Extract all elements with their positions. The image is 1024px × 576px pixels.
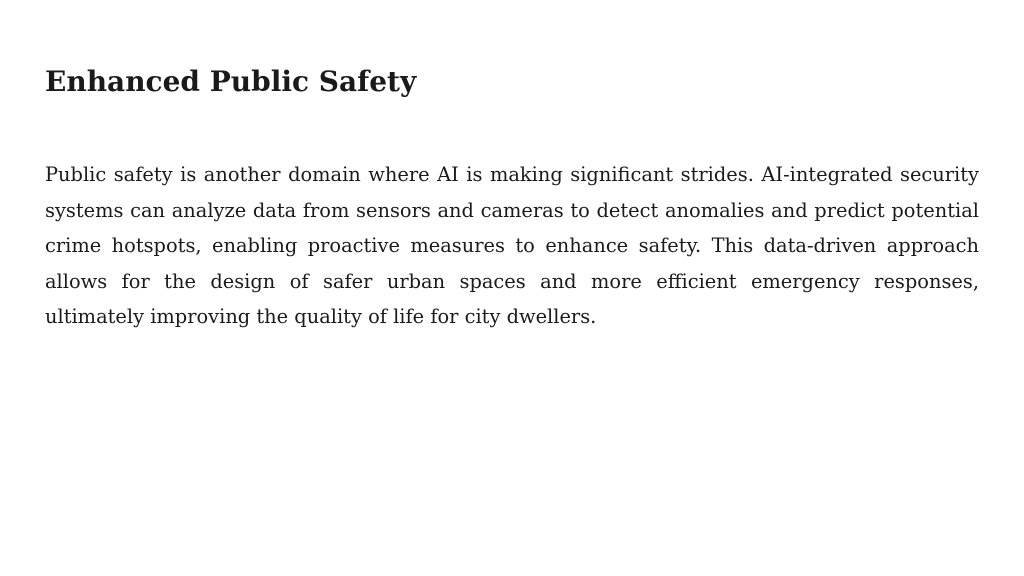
- body-paragraph: Public safety is another domain where AI is making significant strides. AI-integrated security systems can analyze data from sensors and cameras to detect anomalies and predict potential crime hotspots, enabling proactive measures to enhance safety. This data-driven approach allows for the design of safer urban spaces and more efficient emergency responses, ultimately improving the quality of life for city dwellers.: [45, 163, 979, 329]
- section-heading: Enhanced Public Safety: [45, 65, 417, 98]
